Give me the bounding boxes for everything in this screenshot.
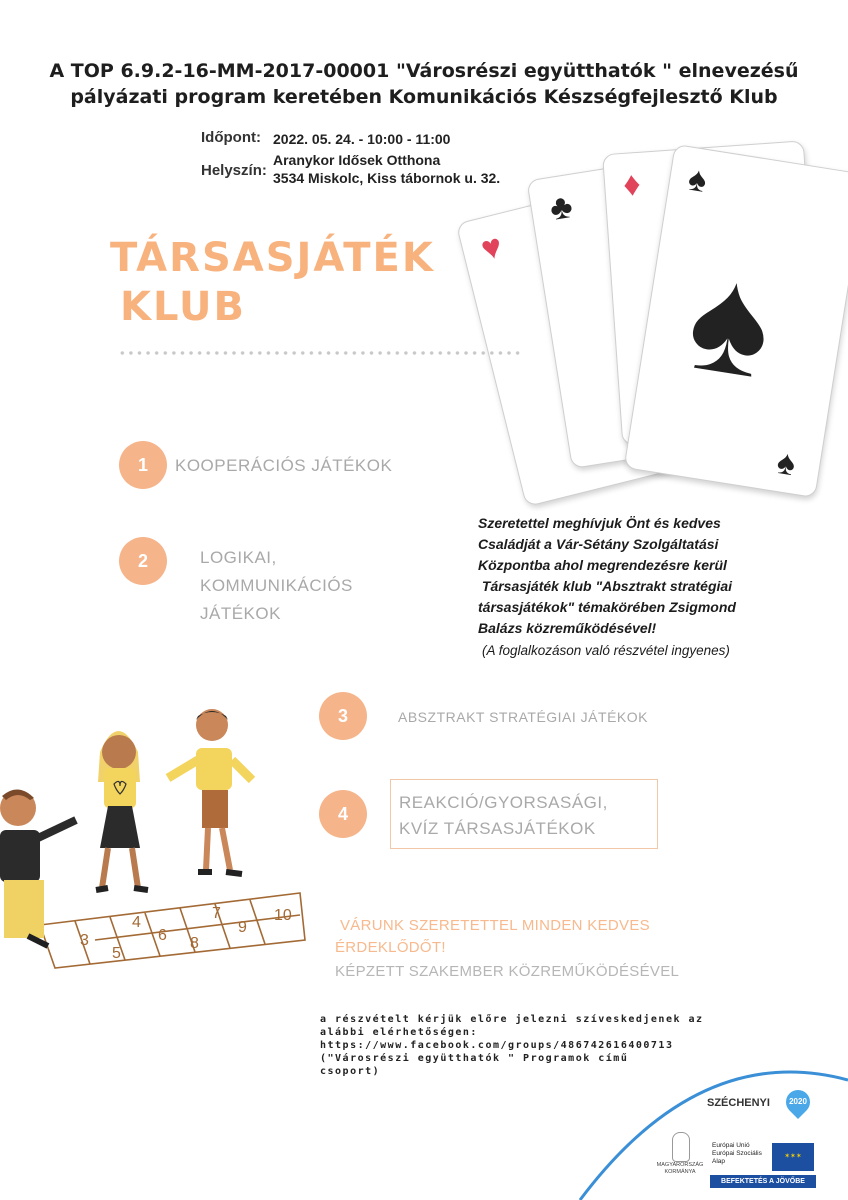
hopscotch-number: 8 (190, 935, 199, 952)
hopscotch-grid (40, 893, 305, 968)
club-icon: ♣ (547, 186, 576, 228)
facebook-group-link[interactable]: https://www.facebook.com/groups/486742616400713 (320, 1040, 674, 1051)
item-line: LOGIKAI, (200, 548, 277, 567)
small-spade-icon: ♠ (774, 443, 799, 484)
item-line: JÁTÉKOK (200, 604, 281, 623)
footer-line: a részvételt kérjük előre jelezni szíveskedjenek az (320, 1014, 704, 1025)
coat-of-arms-icon (672, 1132, 690, 1162)
eu-line: Európai Szociális (712, 1150, 762, 1157)
item-number-badge: 1 (119, 441, 167, 489)
invitation-line: Társasjáték klub "Absztrakt stratégiai (478, 578, 733, 594)
header-line-2: pályázati program keretében Komunikációs Készségfejlesztő Klub (70, 86, 778, 108)
item-text-box (390, 779, 658, 849)
szechenyi-label: SZÉCHENYI (707, 1097, 770, 1109)
item-line: KOOPERÁCIÓS JÁTÉKOK (175, 456, 393, 475)
hopscotch-number: 9 (238, 919, 247, 936)
place-line-2: 3534 Miskolc, Kiss tábornok u. 32. (273, 170, 501, 186)
invitation-text (478, 513, 736, 639)
club-title-line-2: KLUB (120, 284, 247, 330)
szechenyi-year: 2020 (789, 1097, 807, 1106)
welcome-line-2: ÉRDEKLŐDŐT! (335, 939, 446, 956)
eu-line: Európai Unió (712, 1142, 750, 1149)
children-hopscotch-illustration (0, 700, 320, 980)
item-number-badge: 4 (319, 790, 367, 838)
invitation-line: Balázs közreműködésével! (478, 620, 657, 636)
eu-label (712, 1142, 762, 1166)
playing-cards-illustration (470, 135, 848, 505)
government-label: MAGYARORSZÁG KORMÁNYA (656, 1162, 704, 1175)
time-value: 2022. 05. 24. - 10:00 - 11:00 (273, 131, 451, 147)
item-line: KOMMUNIKÁCIÓS (200, 576, 353, 595)
item-text (200, 544, 353, 628)
child-girl (96, 731, 148, 890)
slogan-banner: BEFEKTETÉS A JÖVŐBE (710, 1175, 816, 1188)
hopscotch-number: 4 (132, 914, 141, 931)
club-title-line-1: TÁRSASJÁTÉK (110, 235, 435, 281)
time-label: Időpont: (201, 129, 261, 146)
hopscotch-number: 5 (112, 945, 121, 962)
diamond-icon: ♦ (621, 164, 642, 204)
welcome-line-3: KÉPZETT SZAKEMBER KÖZREMŰKÖDÉSÉVEL (335, 963, 680, 980)
invitation-line: Szeretettel meghívjuk Önt és kedves (478, 515, 721, 531)
footer-line: csoport) (320, 1066, 381, 1077)
item-line: KVÍZ TÁRSASJÁTÉKOK (399, 819, 596, 838)
item-text (175, 453, 392, 478)
hopscotch-number: 6 (158, 927, 167, 944)
invitation-line: társasjátékok" témakörében Zsigmond (478, 599, 736, 615)
program-header (20, 58, 828, 110)
hopscotch-number: 3 (80, 932, 89, 949)
child-boy (168, 709, 252, 874)
footer-line: alábbi elérhetőségen: (320, 1027, 478, 1038)
invitation-line: Családját a Vár-Sétány Szolgáltatási (478, 536, 719, 552)
spade-icon: ♠ (685, 159, 710, 201)
place-label: Helyszín: (201, 162, 267, 179)
welcome-line-1: VÁRUNK SZERETETTEL MINDEN KEDVES (340, 917, 650, 934)
eu-line: Alap (712, 1158, 726, 1165)
item-number-badge: 3 (319, 692, 367, 740)
item-text (398, 705, 648, 730)
participation-note: (A foglalkozáson való részvétel ingyenes) (482, 643, 730, 658)
hopscotch-number: 7 (212, 905, 221, 922)
item-line: ABSZTRAKT STRATÉGIAI JÁTÉKOK (398, 709, 648, 725)
item-number-badge: 2 (119, 537, 167, 585)
large-spade-icon: ♠ (678, 231, 784, 410)
invitation-line: Központba ahol megrendezésre kerül (478, 557, 727, 573)
place-line-1: Aranykor Idősek Otthona (273, 152, 441, 168)
hopscotch-number: 10 (274, 907, 292, 924)
eu-flag-icon: ✶✶✶ (772, 1143, 814, 1171)
header-line-1: A TOP 6.9.2-16-MM-2017-00001 "Városrészi együtthatók " elnevezésű (49, 60, 799, 82)
item-line: REAKCIÓ/GYORSASÁGI, (399, 793, 608, 812)
dotted-divider (118, 350, 524, 356)
heart-icon: ♥ (477, 226, 507, 269)
footer-line: ("Városrészi együtthatók " Programok című (320, 1053, 629, 1064)
